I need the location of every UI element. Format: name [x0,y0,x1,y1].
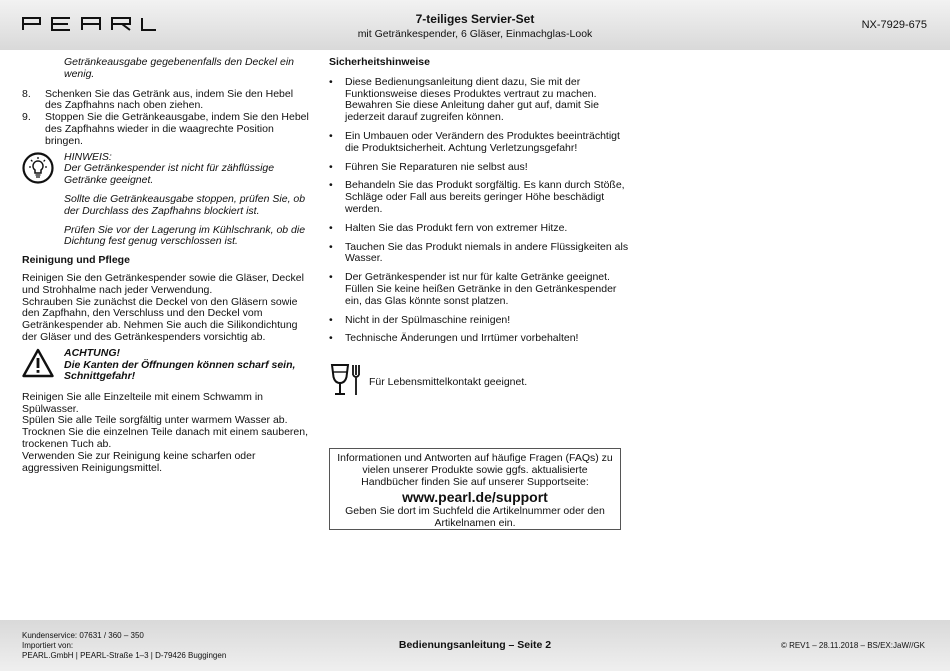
list-item [329,180,629,215]
cleaning-text: Verwenden Sie zur Reinigung keine scharfen oder aggressiven Reinigungsmittel. [22,449,256,474]
step-number: 8. [22,87,31,100]
bullet: • [329,179,333,192]
cleaning-heading: Reinigung und Pflege [22,254,130,267]
hint-box [22,152,312,249]
list-item-text: Ein Umbauen oder Verändern des Produktes beeinträchtigt die Produktsicherheit. Achtung Verletzungsgefahr! [345,129,620,154]
article-code: NX-7929-675 [861,19,927,31]
step-number: 9. [22,111,31,124]
cleaning-text: Trocknen Sie die einzelnen Teile danach mit einem sauberen, trockenen Tuch ab. [22,426,309,450]
bullet: • [329,129,333,142]
list-item [329,223,629,235]
bullet: • [329,271,333,284]
list-item-text: Halten Sie das Produkt fern von extremer Hitze. [345,221,568,234]
list-item [329,315,629,327]
cleaning-text: Reinigen Sie den Getränkespender sowie die Gläser, Deckel und Strohhalme nach jeder Verwendung. [22,271,304,296]
safety-heading: Sicherheitshinweise [329,56,430,68]
hint-paragraph: Der Getränkespender ist nicht für zähflüssige Getränke geeignet. [64,162,275,187]
bullet: • [329,221,333,234]
document-subtitle: mit Getränkespender, 6 Gläser, Einmachglas-Look [357,28,593,40]
safety-list [329,77,629,345]
right-column [329,57,629,399]
support-text: Informationen und Antworten auf häufige Fragen (FAQs) zu vielen unserer Produkte sowie ggfs. aktualisierte Handbücher finden Sie auf unserer Supportseite: [337,452,613,488]
list-item [329,242,629,266]
document-title: 7-teiliges Servier-Set [415,12,535,26]
bullet: • [329,313,333,326]
list-item [329,77,629,124]
customer-service: Kundenservice: 07631 / 360 – 350 [22,631,144,640]
cleaning-text: Schrauben Sie zunächst die Deckel von den Gläsern sowie den Zapfhahn, den Verschluss und den Deckel vom Getränkespender ab. Nehmen Sie auch die Silikondichtung der Gläser und des Getränkespenders vorsichtig ab. [22,295,298,343]
list-item-text: Diese Bedienungsanleitung dient dazu, Sie mit der Funktionsweise dieses Produktes vertraut zu machen. Bewahren Sie diese Anleitung daher gut auf, damit Sie jederzeit darauf zugreifen können. [345,75,599,124]
bullet: • [329,160,333,173]
page-footer [0,620,950,671]
step-text: Stoppen Sie die Getränkeausgabe, indem Sie den Hebel des Zapfhahns wieder in die waagrechte Position bringen. [45,111,309,147]
list-item-text: Der Getränkespender ist nur für kalte Getränke geeignet. Füllen Sie keine heißen Getränke in den Getränkespender ein, das Glas könnte sonst platzen. [345,271,617,307]
support-info-box [329,448,621,530]
continued-text: Getränkeausgabe gegebenenfalls den Deckel ein wenig. [64,56,295,80]
bullet: • [329,240,333,253]
hint-paragraph: Prüfen Sie vor der Lagerung im Kühlschrank, ob die Dichtung fest genug verschlossen ist. [64,223,306,248]
step-item [22,112,312,147]
cleaning-text: Spülen Sie alle Teile sorgfältig unter warmem Wasser ab. [22,414,288,427]
warning-triangle-icon [22,348,54,378]
support-link[interactable]: www.pearl.de/support [402,489,548,506]
list-item [329,162,629,174]
glass-fork-icon [329,363,361,397]
importer-label: Importiert von: [22,641,74,650]
page-number: Bedienungsanleitung – Seite 2 [398,639,552,651]
list-item-text: Technische Änderungen und Irrtümer vorbehalten! [345,332,579,345]
list-item [329,131,629,155]
revision-info: © REV1 – 28.11.2018 – BS/EX:JaW//GK [780,641,925,650]
step-item [22,89,312,113]
food-safe-text: Für Lebensmittelkontakt geeignet. [369,376,528,389]
bullet: • [329,75,333,88]
warning-box [22,348,312,384]
list-item-text: Führen Sie Reparaturen nie selbst aus! [345,160,528,173]
lightbulb-icon [22,152,54,184]
list-item-text: Nicht in der Spülmaschine reinigen! [345,313,511,326]
food-safe-note [329,363,629,399]
warning-text: Die Kanten der Öffnungen können scharf sein, Schnittgefahr! [64,358,296,383]
list-item-text: Tauchen Sie das Produkt niemals in andere Flüssigkeiten als Wasser. [345,240,629,265]
hint-paragraph: Sollte die Getränkeausgabe stoppen, prüfen Sie, ob der Durchlass des Zapfhahns blockiert ist. [64,192,306,217]
hint-title: HINWEIS: [64,150,112,163]
list-item [329,333,629,345]
list-item [329,272,629,307]
step-text: Schenken Sie das Getränk aus, indem Sie den Hebel des Zapfhahns nach oben ziehen. [45,87,294,112]
bullet: • [329,332,333,345]
page-header [0,0,950,50]
importer-address: PEARL.GmbH | PEARL-Straße 1–3 | D-79426 Buggingen [22,651,227,660]
cleaning-text: Reinigen Sie alle Einzelteile mit einem Schwamm in Spülwasser. [22,390,264,415]
left-column [22,57,312,474]
warning-title: ACHTUNG! [64,346,120,359]
list-item-text: Behandeln Sie das Produkt sorgfältig. Es kann durch Stöße, Schläge oder Fall aus bereits geringer Höhe beschädigt werden. [345,179,625,215]
support-hint: Geben Sie dort im Suchfeld die Artikelnummer oder den Artikelnamen ein. [345,505,605,530]
